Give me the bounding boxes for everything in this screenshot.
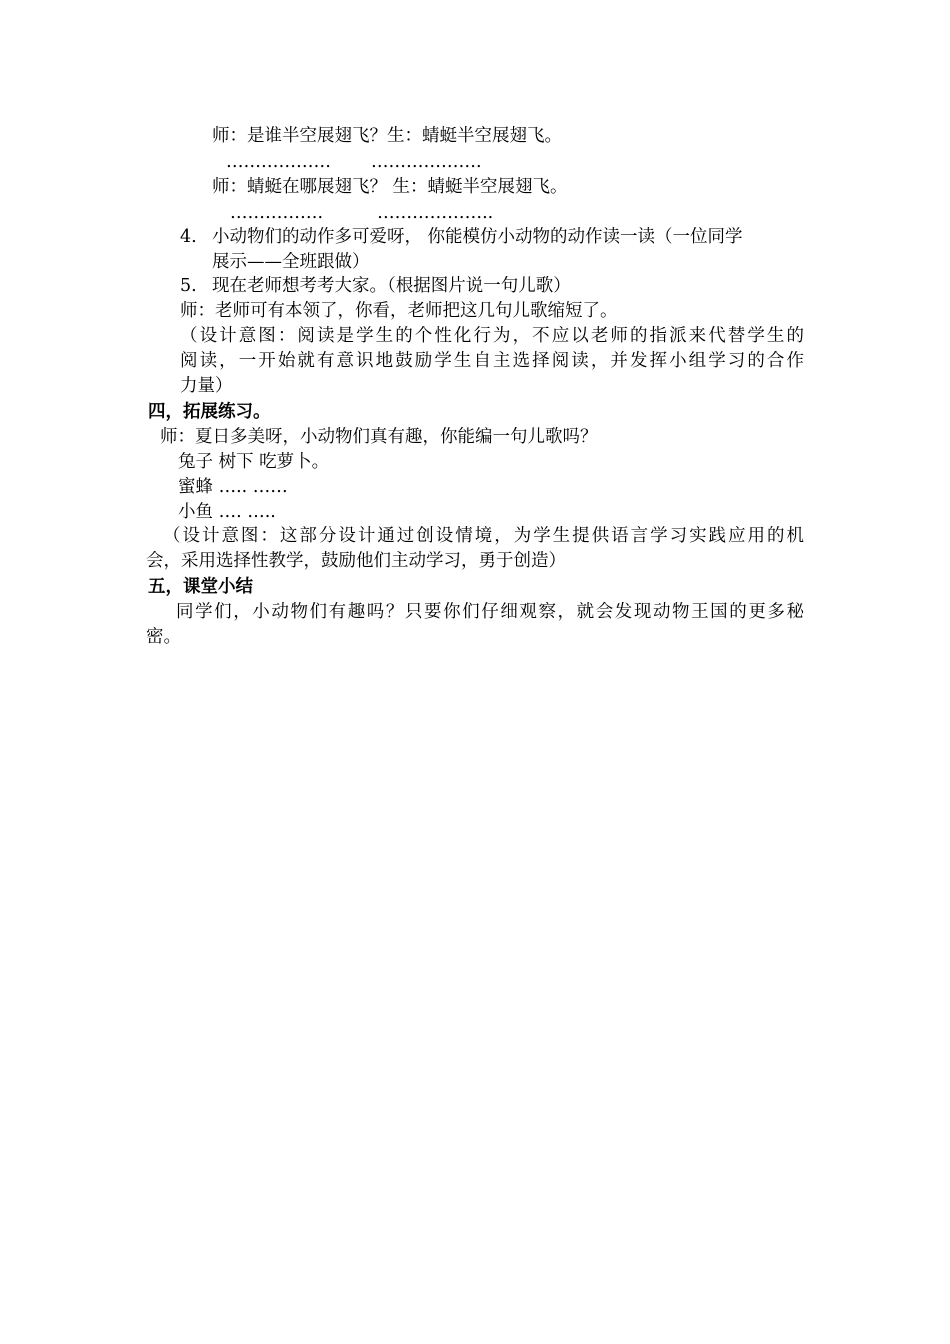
ellipsis-line-2: [230, 201, 493, 225]
design-intent-1-line3: 力量）: [180, 376, 233, 396]
ellipsis-left: ………………: [226, 152, 331, 172]
section-4-teacher-line: 师：夏日多美呀，小动物们真有趣，你能编一句儿歌吗？: [160, 427, 598, 447]
list-item-5-text: 现在老师想考考大家。（根据图片说一句儿歌）: [212, 276, 571, 296]
design-intent-1-line2: 阅读，一开始就有意识地鼓励学生自主选择阅读，并发挥小组学习的合作: [180, 351, 804, 371]
list-item-4: [180, 225, 743, 249]
ellipsis-left-2: …………….: [230, 203, 324, 223]
rhyme-fish: 小鱼 …. …..: [178, 502, 276, 522]
teacher-line: 师：老师可有本领了，你看，老师把这几句儿歌缩短了。: [180, 301, 618, 321]
ellipsis-line: [226, 150, 482, 174]
list-item-5: [180, 274, 571, 298]
rhyme-bee: 蜜蜂 ….. ……: [178, 477, 288, 497]
list-item-4-continuation: 展示——全班跟做）: [212, 252, 370, 272]
section-4-heading: 四，拓展练习。: [148, 402, 271, 422]
list-item-4-text: 小动物们的动作多可爱呀， 你能模仿小动物的动作读一读（一位同学: [212, 227, 743, 247]
section-5-heading: 五，课堂小结: [148, 577, 253, 597]
summary-line2: 密。: [146, 627, 181, 647]
dialogue-line-who-flies: 师：是谁半空展翅飞？生：蜻蜓半空展翅飞。: [212, 126, 562, 146]
design-intent-1-line1: （设计意图：阅读是学生的个性化行为，不应以老师的指派来代替学生的: [180, 326, 804, 346]
dialogue-line-where-flies: 师：蜻蜓在哪展翅飞？ 生：蜻蜓半空展翅飞。: [212, 177, 568, 197]
design-intent-2-line2: 会，采用选择性教学，鼓励他们主动学习，勇于创造）: [146, 551, 566, 571]
rhyme-rabbit: 兔子 树下 吃萝卜。: [178, 452, 330, 472]
summary-line1: 同学们，小动物们有趣吗？只要你们仔细观察，就会发现动物王国的更多秘: [176, 602, 804, 622]
ellipsis-right-2: ………………..: [377, 203, 494, 223]
list-item-4-number: 4.: [180, 227, 197, 247]
ellipsis-right: ……………….: [371, 152, 482, 172]
design-intent-2-line1: （设计意图：这部分设计通过创设情境，为学生提供语言学习实践应用的机: [163, 526, 804, 546]
list-item-5-number: 5.: [180, 276, 197, 296]
